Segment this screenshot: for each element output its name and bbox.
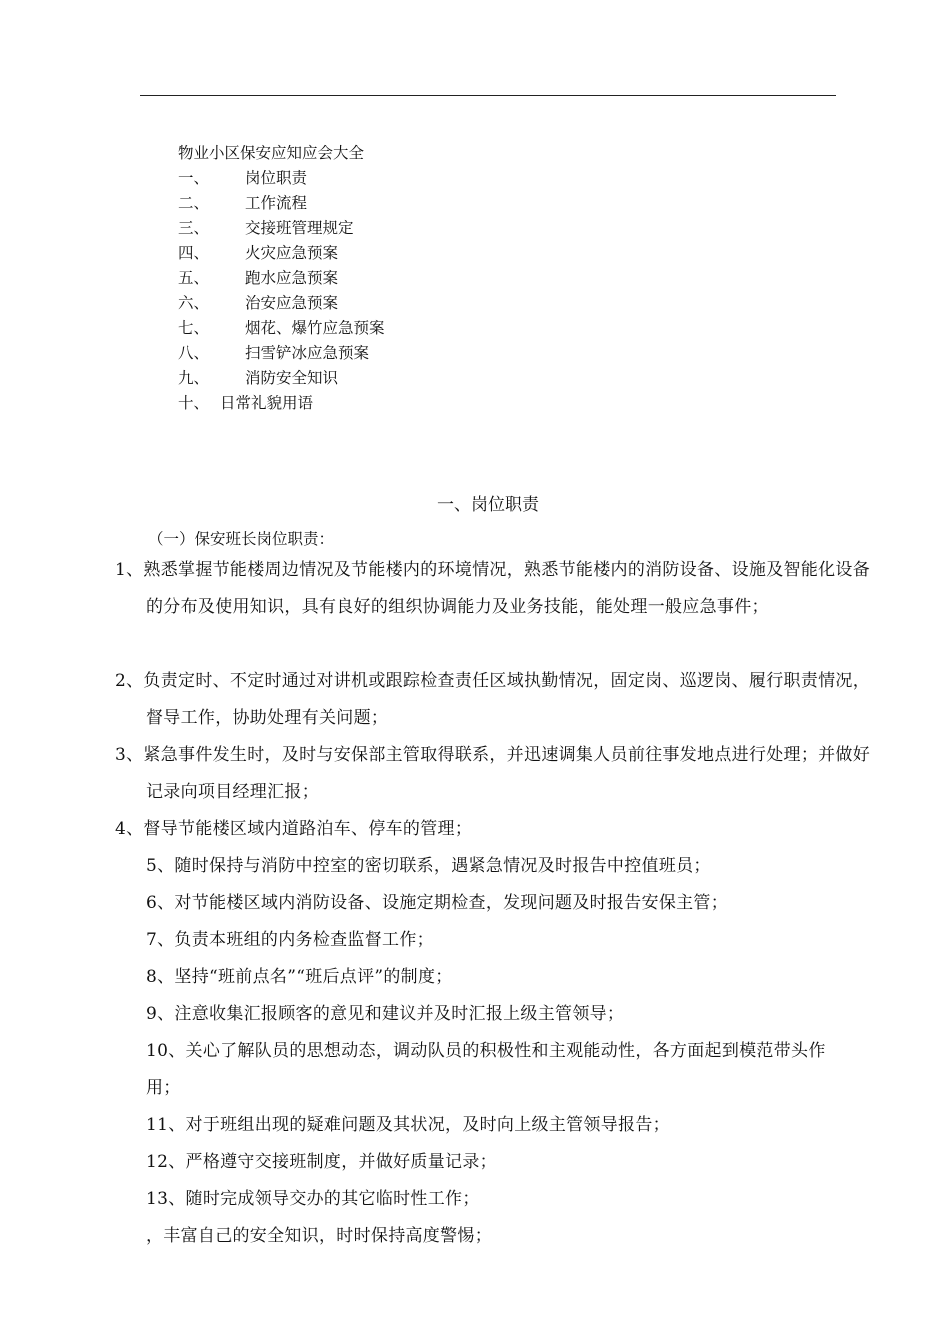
duty-item: 3、紧急事件发生时，及时与安保部主管取得联系，并迅速调集人员前往事发地点进行处理；并做好记录向项目经理汇报； — [115, 745, 871, 802]
duty-item: 12、严格遵守交接班制度，并做好质量记录； — [146, 1152, 497, 1172]
duty-item: 9、注意收集汇报顾客的意见和建议并及时汇报上级主管领导； — [146, 1004, 625, 1024]
toc-number: 四、 — [178, 244, 210, 262]
duty-item: 4、督导节能楼区域内道路泊车、停车的管理； — [115, 819, 473, 839]
section-heading: 一、岗位职责 — [437, 495, 539, 515]
toc-label: 治安应急预案 — [245, 294, 339, 312]
toc-label: 烟花、爆竹应急预案 — [245, 319, 385, 337]
duty-item: 2、负责定时、不定时通过对讲机或跟踪检查责任区域执勤情况，固定岗、巡逻岗、履行职责情况，督导工作，协助处理有关问题； — [115, 671, 871, 728]
toc-number: 八、 — [178, 344, 210, 362]
toc-label: 岗位职责 — [245, 169, 308, 187]
toc-number: 七、 — [178, 319, 210, 337]
duty-item: 13、随时完成领导交办的其它临时性工作； — [146, 1189, 480, 1209]
duty-item: 10、关心了解队员的思想动态，调动队员的积极性和主观能动性，各方面起到模范带头作用； — [146, 1041, 826, 1098]
toc-number: 三、 — [178, 219, 210, 237]
duty-item: 5、随时保持与消防中控室的密切联系，遇紧急情况及时报告中控值班员； — [146, 856, 711, 876]
duty-item: 1、熟悉掌握节能楼周边情况及节能楼内的环境情况，熟悉节能楼内的消防设备、设施及智能化设备的分布及使用知识，具有良好的组织协调能力及业务技能，能处理一般应急事件； — [115, 560, 871, 617]
toc-label: 跑水应急预案 — [245, 269, 339, 287]
toc-number: 九、 — [178, 369, 210, 387]
document-title: 物业小区保安应知应会大全 — [178, 144, 365, 162]
duty-item: 6、对节能楼区域内消防设备、设施定期检查，发现问题及时报告安保主管； — [146, 893, 729, 913]
duty-item: 7、负责本班组的内务检查监督工作； — [146, 930, 434, 950]
toc-number: 五、 — [178, 269, 210, 287]
toc-label: 扫雪铲冰应急预案 — [245, 344, 370, 362]
toc-number: 十、 — [178, 394, 210, 412]
sub-heading: （一）保安班长岗位职责： — [148, 530, 335, 548]
toc-label: 消防安全知识 — [245, 369, 339, 387]
toc-label: 交接班管理规定 — [245, 219, 354, 237]
toc-label: 工作流程 — [245, 194, 308, 212]
toc-number: 六、 — [178, 294, 210, 312]
duty-item: 8、坚持“班前点名”“班后点评”的制度； — [146, 967, 453, 987]
toc-label: 日常礼貌用语 — [220, 394, 314, 412]
toc-number: 二、 — [178, 194, 210, 212]
duty-item: ，丰富自己的安全知识，时时保持高度警惕； — [146, 1226, 492, 1246]
toc-label: 火灾应急预案 — [245, 244, 339, 262]
duty-item: 11、对于班组出现的疑难问题及其状况，及时向上级主管领导报告； — [146, 1115, 670, 1135]
toc-number: 一、 — [178, 169, 210, 187]
